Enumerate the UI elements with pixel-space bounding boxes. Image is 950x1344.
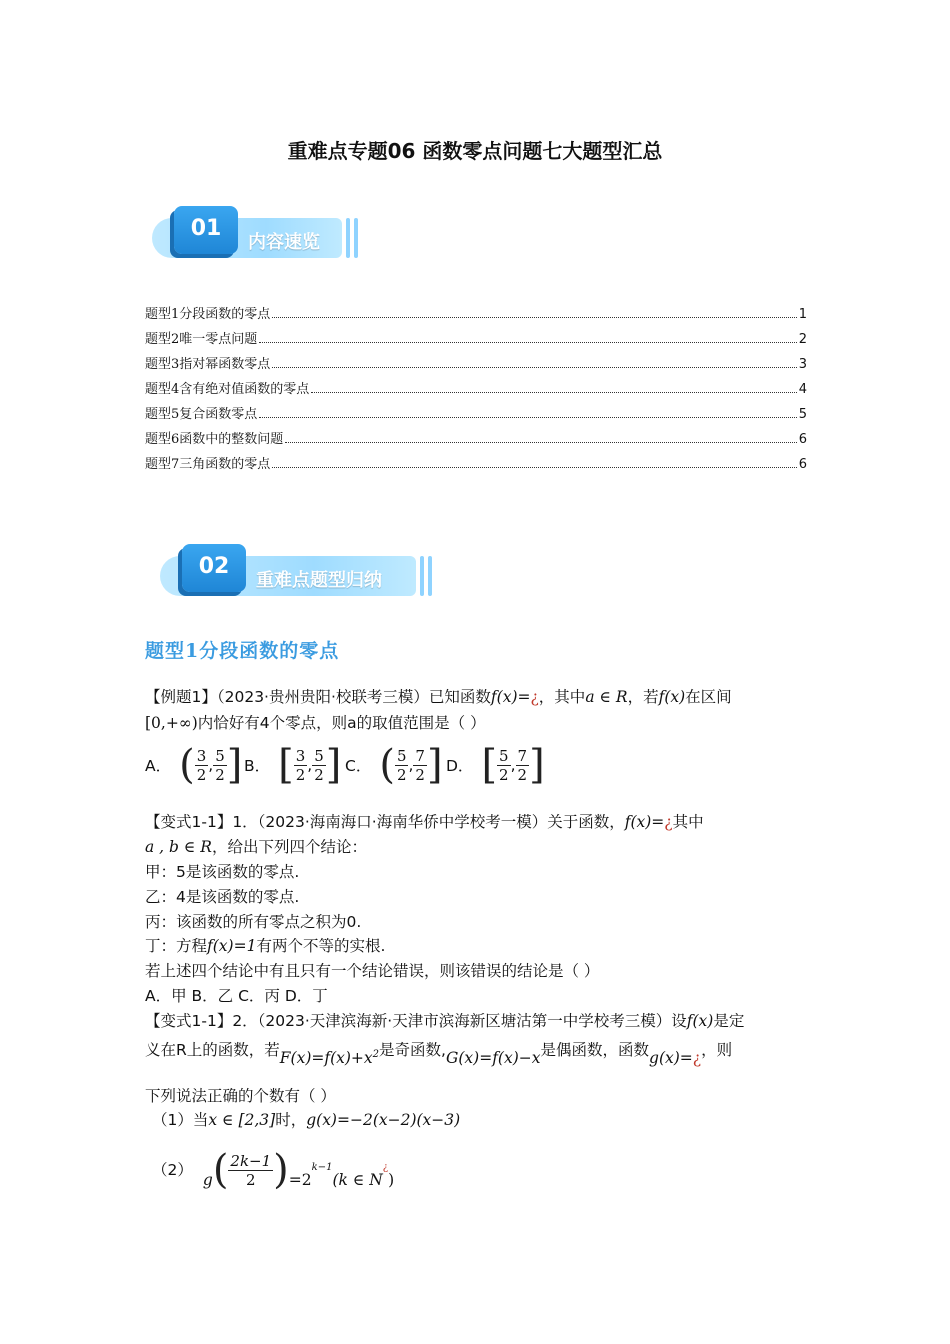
variant2-item2: （2） g ( $\frac{2k-1}{2}$ ) =2 $^{k-1}$ (k ∈ N ¿ ) [152, 1147, 395, 1193]
toc-item[interactable]: 题型7三角函数的零点 6 [145, 457, 807, 472]
example1-line2: [0,+∞)内恰好有4个零点，则a的取值范围是（ ） [145, 714, 486, 732]
variant1-line1: 【变式1-1】1．（2023·海南海口·海南华侨中学校考一模）关于函数，f(x)=¿其中 [145, 813, 704, 831]
variant2-line3: 下列说法正确的个数有（ ） [145, 1087, 336, 1105]
section-label: 内容速览 [248, 232, 320, 253]
option-c[interactable]: C． ( $\frac{5}{2}$ , $\frac{7}{2}$ ] [345, 742, 443, 788]
toc-item[interactable]: 题型5复合函数零点 5 [145, 407, 807, 422]
variant1-ding: 丁：方程f(x)=1有两个不等的实根. [145, 937, 386, 955]
toc-item[interactable]: 题型6函数中的整数问题 6 [145, 432, 807, 447]
section-number-badge: 01 [174, 206, 238, 254]
toc-item[interactable]: 题型2唯一零点问题 2 [145, 332, 807, 347]
variant2-item1: （1）当x ∈ [2,3]时，g(x)=−2(x−2)(x−3) [152, 1111, 461, 1129]
option-b[interactable]: B． [ $\frac{3}{2}$ , $\frac{5}{2}$ ] [244, 742, 342, 788]
variant1-jia: 甲：5是该函数的零点. [145, 863, 300, 881]
variant1-question: 若上述四个结论中有且只有一个结论错误，则该错误的结论是（ ） [145, 962, 600, 980]
section-number-badge: 02 [182, 544, 246, 592]
variant1-choices[interactable]: A．甲 B．乙 C．丙 D．丁 [145, 987, 328, 1005]
toc-item[interactable]: 题型3指对幂函数零点 3 [145, 357, 807, 372]
toc-item[interactable]: 题型1分段函数的零点 1 [145, 307, 807, 322]
example1-line1: 【例题1】（2023·贵州贵阳·校联考三模）已知函数f(x)=¿，其中a ∈ R，若f(x)在区间 [145, 688, 732, 706]
section-heading: 题型1分段函数的零点 [145, 640, 340, 662]
variant1-bing: 丙：该函数的所有零点之积为0. [145, 913, 362, 931]
section-banner-contents [152, 206, 372, 266]
toc-item[interactable]: 题型4含有绝对值函数的零点 4 [145, 382, 807, 397]
section-label: 重难点题型归纳 [256, 570, 382, 591]
option-a[interactable]: A． ( $\frac{3}{2}$ , $\frac{5}{2}$ ] [145, 742, 243, 788]
section-banner-types [160, 544, 450, 604]
page-title: 重难点专题06 函数零点问题七大题型汇总 [287, 139, 663, 163]
variant1-yi: 乙：4是该函数的零点. [145, 888, 300, 906]
variant2-line1: 【变式1-1】2．（2023·天津滨海新·天津市滨海新区塘沽第一中学校考三模）设f(x)是定 [145, 1012, 745, 1030]
variant2-line2: 义在R上的函数，若$F(x)=f(x)+x^2$是奇函数,G(x)=f(x)−x是偶函数，函数g(x)=¿，则 [145, 1041, 733, 1068]
option-d[interactable]: D． [ $\frac{5}{2}$ , $\frac{7}{2}$ ] [446, 742, 545, 788]
variant1-line2: a , b ∈ R，给出下列四个结论： [145, 838, 367, 856]
